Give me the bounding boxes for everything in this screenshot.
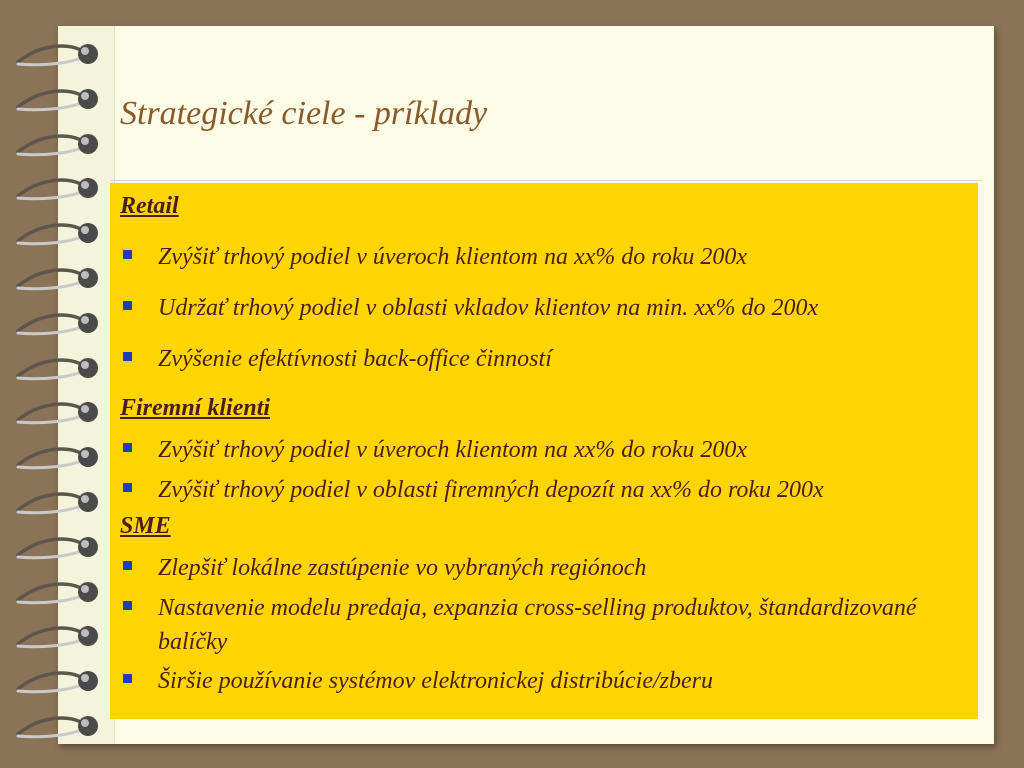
list-item: Udržať trhový podiel v oblasti vkladov klientov na min. xx% do 200x [158, 295, 819, 321]
spiral-ring-icon [10, 170, 106, 206]
square-bullet-icon [123, 483, 132, 492]
list-item: Nastavenie modelu predaja, expanzia cross-selling produktov, štandardizované balíčky [158, 595, 917, 655]
list-item: Zvýšenie efektívnosti back-office činností [158, 346, 552, 372]
square-bullet-icon [123, 301, 132, 310]
spiral-ring-icon [10, 708, 106, 744]
spiral-ring-icon [10, 574, 106, 610]
section-heading-retail: Retail [120, 193, 179, 219]
square-bullet-icon [123, 352, 132, 361]
square-bullet-icon [123, 561, 132, 570]
spiral-ring-icon [10, 36, 106, 72]
list-item: Zvýšiť trhový podiel v oblasti firemných depozít na xx% do roku 200x [158, 477, 824, 503]
square-bullet-icon [123, 250, 132, 259]
spiral-ring-icon [10, 126, 106, 162]
title-divider [110, 180, 982, 181]
square-bullet-icon [123, 674, 132, 683]
list-item: Zvýšiť trhový podiel v úveroch klientom na xx% do roku 200x [158, 437, 748, 463]
spiral-ring-icon [10, 394, 106, 430]
list-item: Zlepšiť lokálne zastúpenie vo vybraných regiónoch [158, 555, 647, 581]
spiral-ring-icon [10, 663, 106, 699]
square-bullet-icon [123, 601, 132, 610]
section-heading-sme: SME [120, 513, 171, 539]
spiral-ring-icon [10, 350, 106, 386]
list-item: Zvýšiť trhový podiel v úveroch klientom na xx% do roku 200x [158, 244, 748, 270]
square-bullet-icon [123, 443, 132, 452]
spiral-ring-icon [10, 618, 106, 654]
spiral-ring-icon [10, 484, 106, 520]
spiral-ring-icon [10, 81, 106, 117]
section-heading-corporate: Firemní klienti [120, 395, 271, 421]
spiral-ring-icon [10, 305, 106, 341]
spiral-ring-icon [10, 439, 106, 475]
spiral-ring-icon [10, 529, 106, 565]
spiral-ring-icon [10, 215, 106, 251]
page-title: Strategické ciele - príklady [120, 95, 488, 132]
list-item: Širšie používanie systémov elektronickej distribúcie/zberu [158, 668, 713, 694]
content-box [110, 183, 978, 719]
spiral-ring-icon [10, 260, 106, 296]
